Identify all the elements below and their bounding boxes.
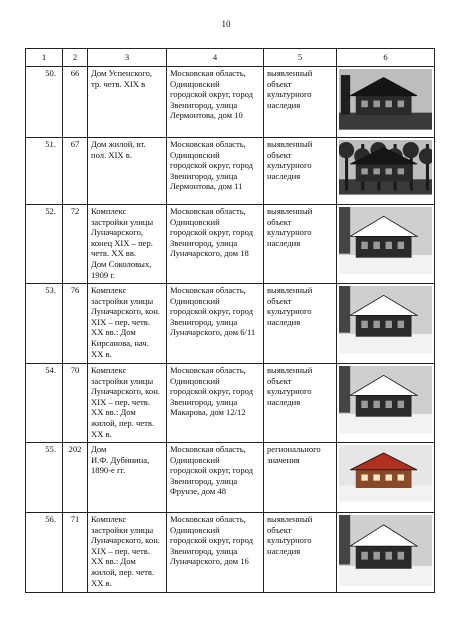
header-col-5: 5 <box>264 49 337 67</box>
cell-text-line: Звенигород, улица <box>170 316 238 327</box>
cell-text-line: Лермонтова, дом 11 <box>170 181 243 192</box>
status-cell <box>264 513 337 593</box>
row-number-cell: 54. <box>26 364 63 443</box>
cell-text-line: выявленный <box>267 68 313 78</box>
cell-text-line: XX вв.: Дом <box>91 407 136 418</box>
cell-text-line: Звенигород, улица <box>170 475 238 486</box>
cell-text-line: застройки улицы <box>91 524 154 535</box>
cell-text-line: Дом Успенского, <box>91 68 153 78</box>
cell-text-line: Кирсанова, нач. <box>91 337 149 348</box>
address-cell <box>167 513 264 593</box>
cell-text-line: Московская область, <box>170 206 246 216</box>
cell-text-line: застройки улицы <box>91 375 154 386</box>
address-cell <box>167 284 264 364</box>
cell-text-line: Московская область, <box>170 285 246 295</box>
cell-text-line: Луначарского, дом 18 <box>170 248 249 259</box>
cell-text-line: Одинцовский <box>170 295 220 306</box>
cell-text-line: жилой, пер. четв. <box>91 417 155 428</box>
cell-text-line: XX в. <box>91 348 112 359</box>
object-name-cell <box>88 364 167 443</box>
page-number: 10 <box>221 19 231 29</box>
heritage-objects-table <box>25 48 435 593</box>
cell-text-line: XX в. <box>91 428 112 439</box>
table-row <box>26 364 435 443</box>
cell-text-line: жилой, пер. четв. <box>91 566 155 577</box>
cell-text-line: культурного <box>267 535 312 546</box>
cell-text-line: XX вв.: Дом <box>91 327 136 338</box>
address-cell <box>167 67 264 138</box>
row-number-cell: 52. <box>26 205 63 284</box>
cell-text-line: XIX – пер. четв. <box>91 396 150 407</box>
table-row <box>26 138 435 205</box>
cell-text-line: Дом жилой, вт. <box>91 139 146 149</box>
cell-text-line: Звенигород, улица <box>170 237 238 248</box>
object-name-cell <box>88 284 167 364</box>
cell-text-line: тр. четв. XIX в <box>91 78 146 89</box>
cell-text-line: Комплекс <box>91 514 127 524</box>
table-row <box>26 205 435 284</box>
table-header-row <box>26 49 435 67</box>
status-cell <box>264 138 337 205</box>
registry-code-cell: 202 <box>63 443 88 513</box>
cell-text-line: объект <box>267 216 292 227</box>
photo-cell <box>337 284 435 364</box>
cell-text-line: четв. XX вв. <box>91 248 137 259</box>
cell-text-line: наследия <box>267 237 301 248</box>
address-cell <box>167 443 264 513</box>
cell-text-line: городской округ, город <box>170 535 254 546</box>
snowy-house-photo <box>339 515 432 586</box>
cell-text-line: культурного <box>267 306 312 317</box>
address-cell <box>167 205 264 284</box>
header-col-3: 3 <box>88 49 167 67</box>
row-number-cell: 55. <box>26 443 63 513</box>
cell-text-line: культурного <box>267 160 312 171</box>
cell-text-line: Одинцовский <box>170 454 220 465</box>
cell-text-line: застройки улицы <box>91 295 154 306</box>
cell-text-line: наследия <box>267 316 301 327</box>
cell-text-line: городской округ, город <box>170 306 254 317</box>
wooden-house-photo <box>339 69 432 130</box>
cell-text-line: городской округ, город <box>170 465 254 476</box>
cell-text-line: Фрунзе, дом 48 <box>170 486 227 497</box>
row-number-cell: 56. <box>26 513 63 593</box>
status-cell <box>264 443 337 513</box>
cell-text-line: Звенигород, улица <box>170 99 238 110</box>
cell-text-line: Одинцовский <box>170 216 220 227</box>
cell-text-line: конец XIX – пер. <box>91 237 153 248</box>
row-number-cell: 53. <box>26 284 63 364</box>
object-name-cell <box>88 138 167 205</box>
cell-text-line: Луначарского, кон. <box>91 386 160 397</box>
row-number-cell: 51. <box>26 138 63 205</box>
cell-text-line: пол. XIX в. <box>91 149 132 160</box>
header-col-2: 2 <box>63 49 88 67</box>
cell-text-line: Луначарского, дом 16 <box>170 556 249 567</box>
table-row <box>26 67 435 138</box>
object-name-cell <box>88 205 167 284</box>
cell-text-line: культурного <box>267 89 312 100</box>
cell-text-line: городской округ, город <box>170 386 254 397</box>
cell-text-line: Луначарского, дом 6/11 <box>170 327 256 338</box>
cell-text-line: Московская область, <box>170 514 246 524</box>
object-name-cell <box>88 67 167 138</box>
header-col-1: 1 <box>26 49 63 67</box>
cell-text-line: Звенигород, улица <box>170 545 238 556</box>
cell-text-line: объект <box>267 524 292 535</box>
cell-text-line: культурного <box>267 386 312 397</box>
cell-text-line: Московская область, <box>170 365 246 375</box>
address-cell <box>167 364 264 443</box>
header-col-4: 4 <box>167 49 264 67</box>
cell-text-line: Комплекс <box>91 285 127 295</box>
registry-code-cell: 67 <box>63 138 88 205</box>
table-row <box>26 513 435 593</box>
photo-cell <box>337 513 435 593</box>
registry-code-cell: 66 <box>63 67 88 138</box>
cell-text-line: XX в. <box>91 577 112 588</box>
cell-text-line: Одинцовский <box>170 149 220 160</box>
cell-text-line: Лермонтова, дом 10 <box>170 110 243 121</box>
row-number-cell: 50. <box>26 67 63 138</box>
cell-text-line: объект <box>267 375 292 386</box>
registry-code-cell: 70 <box>63 364 88 443</box>
cell-text-line: городской округ, город <box>170 89 254 100</box>
cell-text-line: наследия <box>267 99 301 110</box>
cell-text-line: Луначарского, <box>91 227 144 238</box>
object-name-cell <box>88 443 167 513</box>
cell-text-line: Московская область, <box>170 139 246 149</box>
cell-text-line: Звенигород, улица <box>170 170 238 181</box>
cell-text-line: Луначарского, кон. <box>91 535 160 546</box>
house-behind-trees-photo <box>339 140 432 195</box>
photo-cell <box>337 205 435 284</box>
cell-text-line: Дом Соколовых, <box>91 258 152 269</box>
red-roof-house-photo <box>339 445 432 502</box>
cell-text-line: Макарова, дом 12/12 <box>170 407 246 418</box>
cell-text-line: объект <box>267 149 292 160</box>
snowy-house-photo <box>339 366 432 433</box>
cell-text-line: выявленный <box>267 285 313 295</box>
cell-text-line: XX вв.: Дом <box>91 556 136 567</box>
cell-text-line: Звенигород, улица <box>170 396 238 407</box>
cell-text-line: И.Ф. Дубинина, <box>91 454 150 465</box>
registry-code-cell: 72 <box>63 205 88 284</box>
cell-text-line: Одинцовский <box>170 524 220 535</box>
cell-text-line: значения <box>267 454 300 465</box>
cell-text-line: объект <box>267 295 292 306</box>
cell-text-line: застройки улицы <box>91 216 154 227</box>
photo-cell <box>337 364 435 443</box>
cell-text-line: Одинцовский <box>170 78 220 89</box>
cell-text-line: выявленный <box>267 139 313 149</box>
cell-text-line: XIX – пер. четв. <box>91 545 150 556</box>
registry-code-cell: 76 <box>63 284 88 364</box>
cell-text-line: регионального <box>267 444 321 454</box>
snowy-house-photo <box>339 286 432 353</box>
cell-text-line: городской округ, город <box>170 227 254 238</box>
registry-code-cell: 71 <box>63 513 88 593</box>
table-row <box>26 284 435 364</box>
cell-text-line: Комплекс <box>91 365 127 375</box>
cell-text-line: Московская область, <box>170 68 246 78</box>
status-cell <box>264 364 337 443</box>
cell-text-line: культурного <box>267 227 312 238</box>
cell-text-line: наследия <box>267 396 301 407</box>
header-col-6: 6 <box>337 49 435 67</box>
address-cell <box>167 138 264 205</box>
cell-text-line: городской округ, город <box>170 160 254 171</box>
cell-text-line: 1890-е гг. <box>91 465 126 476</box>
status-cell <box>264 284 337 364</box>
cell-text-line: выявленный <box>267 365 313 375</box>
table-row <box>26 443 435 513</box>
cell-text-line: Одинцовский <box>170 375 220 386</box>
cell-text-line: Московская область, <box>170 444 246 454</box>
cell-text-line: Дом <box>91 444 107 454</box>
photo-cell <box>337 138 435 205</box>
cell-text-line: XIX – пер. четв. <box>91 316 150 327</box>
cell-text-line: 1909 г. <box>91 269 116 280</box>
cell-text-line: выявленный <box>267 206 313 216</box>
photo-cell <box>337 443 435 513</box>
snowy-house-photo <box>339 207 432 274</box>
cell-text-line: объект <box>267 78 292 89</box>
cell-text-line: выявленный <box>267 514 313 524</box>
object-name-cell <box>88 513 167 593</box>
cell-text-line: Комплекс <box>91 206 127 216</box>
cell-text-line: Луначарского, кон. <box>91 306 160 317</box>
photo-cell <box>337 67 435 138</box>
cell-text-line: наследия <box>267 170 301 181</box>
cell-text-line: наследия <box>267 545 301 556</box>
status-cell <box>264 67 337 138</box>
status-cell <box>264 205 337 284</box>
